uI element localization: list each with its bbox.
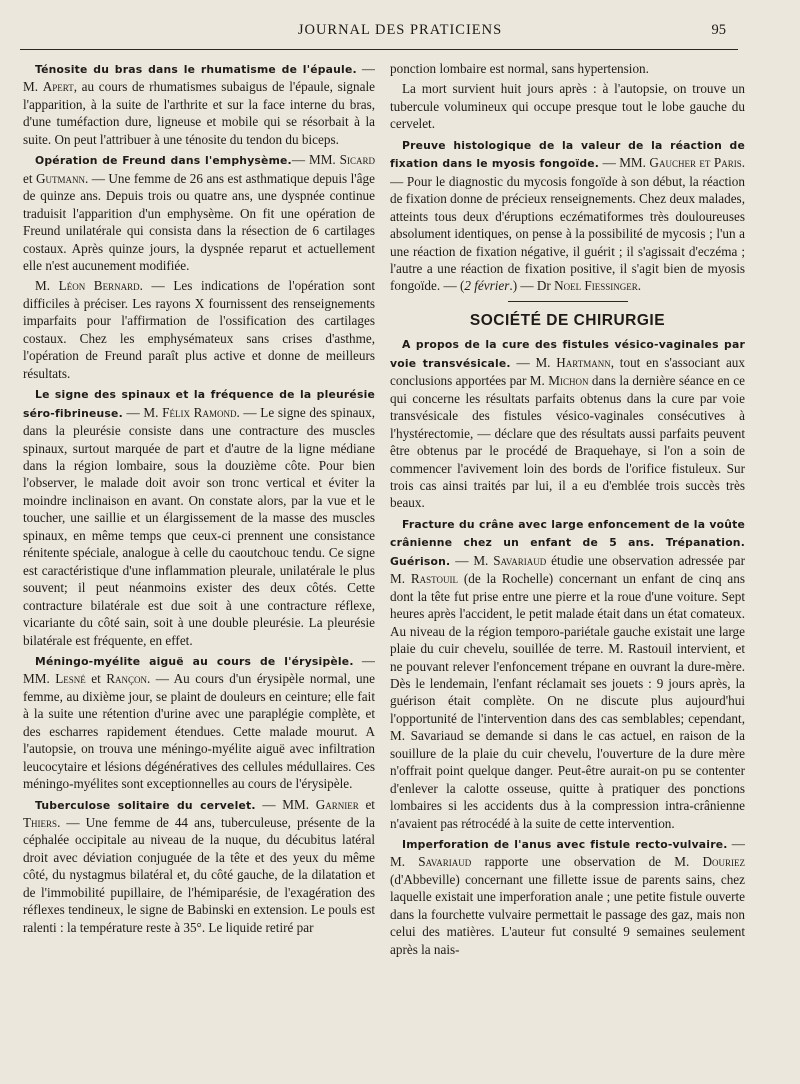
author-name: Léon Bernard [58, 278, 140, 294]
author-name: Rançon [106, 671, 147, 687]
article-meningo-myelite [23, 652, 375, 793]
running-head [0, 22, 800, 44]
article-title: Fracture du crâne avec large enfoncement de la voûte crânienne chez un enfant de 5 ans. Trépanation. Guérison. [390, 517, 745, 568]
section-heading: SOCIÉTÉ DE CHIRURGIE [469, 311, 666, 329]
conjunction: et [85, 671, 107, 687]
separator: — MM. [599, 155, 650, 171]
article-tenosite [23, 60, 375, 148]
author-name: Thiers [23, 815, 58, 831]
author-name: Garnier [315, 796, 359, 812]
article-body: , tout en s'associant aux conclusions apportées par M. [390, 354, 745, 389]
article-body: . — Les indications de l'opération sont difficiles à préciser. Les rayons X fournissent des renseignements imparfaits pour l'affirmation de l'ossification des cartilages costaux. Chez les emphysémateux sans crises d'asthme, l'opération de Freund paraît plus active et donne de meilleurs résultats. [23, 278, 375, 381]
continued-text: ponction lombaire est normal, sans hypertension. [390, 61, 649, 76]
author-name: Félix Ramond [162, 404, 237, 420]
separator: — MM. [291, 152, 340, 168]
author-name: Michon [548, 373, 589, 389]
article-body: étudie une observation adressée par M. [390, 552, 745, 587]
article-body: . — Au cours d'un érysipèle normal, une femme, au dixième jour, se plaint de douleurs en ceinture; elle fait à la suite une rétention d'urine avec une paraplégie complète, et des escharres rapidement étendues. Cette malade mourut. A l'autopsie, on trouva une méningo-myélite aiguë avec infiltration leucocytaire et lésions dégénératives des cellules médullaires. Ces méningo-myélites sont exceptionnelles au cours de l'érysipèle. [23, 671, 375, 792]
article-myosis [390, 136, 745, 295]
journal-title: JOURNAL DES PRATICIENS [297, 22, 503, 38]
continued-text: La mort survient huit jours après : à l'autopsie, on trouve un tubercule volumineux qui occupe presque tout le lobe gauche du cervelet. [390, 81, 745, 132]
header-rule [20, 49, 738, 50]
separator: — M. [450, 552, 494, 568]
article-title: Ténosite du bras dans le rhumatisme de l'épaule. [35, 63, 357, 76]
author-name: Savariaud [493, 552, 547, 568]
article-spinaux [23, 385, 375, 649]
end-punct: . [637, 278, 642, 294]
author-name: Hartmann [556, 354, 611, 370]
prefix: M. [35, 278, 59, 294]
signature: Noel Fiessinger [554, 278, 638, 294]
article-body: , au cours de rhumatismes subaigus de l'épaule, signale l'apparition, à la suite de l'arthrite et sur la face interne du bras, d'une tuméfaction dure, ligneuse et mobile qui se résorbait à la suite. On peut l'attribuer à une ténosite du tendon du biceps. [23, 79, 375, 147]
article-fistules [390, 335, 745, 512]
article-body: . — Le signe des spinaux, dans la pleurésie consiste dans une contracture des muscles spinaux, surtout marquée de part et d'autre de la ligne médiane dans la région lombaire, sous la douzième côte. Pour bien l'observer, le malade doit avoir son tronc vertical et éviter la moindre inclinaison en avant. On constate alors, par la vue et le toucher, une saillie et un élargissement de la masse des muscles spinaux, en même temps que ceux-ci prennent une consistance rénitente spéciale, analogue à celle du caoutchouc tendu. Ce signe est caractéristique d'une inflammation pleurale, unilatérale le plus souvent; il peut néanmoins exister des deux côtés. Cette contracture bilatérale est due soit à une contracture réflexe, vicariante du côté sain, soit à une double pleurésie. La pleurésie bilatérale est fréquente, en effet. [23, 404, 375, 648]
author-name: Lesné [55, 671, 86, 687]
article-body: dans la dernière séance en ce qui concerne les résultats parfaits obtenus dans la cure par voie transvésicale des fistules vésico-vaginales consécutives à l'hystérectomie, — déclare que des résultats aussi parfaits peuvent être obtenus par le procédé de Braquehaye, si l'on a soin de commencer l'avivement loin des bords de l'orifice fistuleux. Sur trois cas ainsi traités par lui, il a eu d'emblée trois succès très beaux. [390, 373, 745, 511]
article-title: Tuberculose solitaire du cervelet. [35, 798, 256, 812]
article-tuberculose [23, 796, 375, 937]
article-fracture-crane [390, 515, 745, 832]
article-body: (de la Rochelle) concernant un enfant de cinq ans dont la tête fut prise entre une pierre et la roue d'une voiture. Sept heures après l'accident, le petit malade était dans un état comateux. Au niveau de la région temporo-pariétale gauche existait une large plaie du cuir chevelu, souillée de terre. M. Rastouil intervient, et ne pouvant relever l'enfoncement trépane en ouvrant la dure-mère. Dès le lendemain, l'enfant réclamait ses jouets : 9 jours après, la guérison était complète. On ne discute plus aujourd'hui l'opportunité de l'intervention dans des cas semblables; cependant, M. Savariaud se demande si dans le cas actuel, en raison de la souillure de la plaie du cuir chevelu, l'ouverture de la dure mère n'offrait point quelque danger. Peut-être aurait-on pu se contenter d'enlever la calotte osseuse, quitte à pratiquer des ponctions lombaires si les accidents dus à la compression intra-crânienne n'avaient pas rétrocédé à la suite de cette intervention. [390, 571, 745, 831]
author-name: Gutmann [35, 170, 86, 186]
signature-prefix: .) — Dr [509, 278, 555, 294]
left-column [23, 60, 375, 1076]
article-imperforation [390, 835, 745, 958]
article-body: (d'Abbeville) concernant une fillette issue de parents sains, chez laquelle existait une imperforation anale ; une petite fistule ouverte dans la fourchette vulvaire permettait le passage des gaz, mais non celui des matières. L'auteur fut consulté 9 semaines seulement après la nais- [390, 871, 745, 957]
article-title: A propos de la cure des fistules vésico-vaginales par voie transvésicale. [390, 338, 745, 370]
right-column [390, 60, 745, 1076]
session-date: 2 février [464, 278, 510, 294]
separator: — MM. [255, 796, 316, 812]
article-title: Imperforation de l'anus avec fistule recto-vulvaire. [402, 838, 728, 852]
author-name: Apert [42, 79, 74, 95]
article-body: . — Une femme de 26 ans est asthmatique depuis l'âge de quinze ans. Depuis trois ou quatre ans, une dyspnée continue traduisit l'apparition d'un emphysème. On fit une opération de Freund unilatérale qui consista dans la résection de 6 cartilages costaux. Après quinze jours, la dyspnée reparut et actuellement elle n'est aucunement modifiée. [23, 170, 375, 273]
conjunction: et [23, 170, 36, 186]
section-rule [508, 301, 628, 302]
separator: — M. [23, 61, 375, 95]
page-number: 95 [711, 22, 726, 38]
author-name: Gaucher et Paris [649, 155, 742, 171]
separator: — M. [510, 354, 557, 370]
conjunction: et [358, 796, 375, 812]
article-title: Opération de Freund dans l'emphysème. [35, 154, 292, 168]
article-title: Preuve histologique de la valeur de la réaction de fixation dans le myosis fongoïde. [390, 138, 745, 171]
separator: — M. [122, 404, 163, 420]
author-name: Sicard [339, 152, 375, 168]
separator: — MM. [23, 652, 375, 687]
article-title: Méningo-myélite aiguë au cours de l'érysipèle. [35, 654, 354, 668]
article-body: . — Pour le diagnostic du mycosis fongoïde à son début, la réaction de fixation donne de précieux renseignements. Chez deux malades, atteints tous deux d'éruptions eczématiformes très douloureuses absolument identiques, on pense à la possibilité de mycosis ; l'un a une réaction de fixation négative, il guérit ; il s'agissait d'eczéma ; l'autre a une réaction de fixation positive, il s'agit bien de myosis fongoïde. — ( [390, 155, 745, 294]
article-title: Le signe des spinaux et la fréquence de la pleurésie séro-fibrineuse. [23, 388, 375, 420]
author-name: Savariaud [418, 854, 472, 870]
author-name: Rastouil [410, 571, 459, 587]
separator: — M. [390, 836, 745, 870]
article-body: . — Une femme de 44 ans, tuberculeuse, présente de la céphalée occipitale au niveau de la nuque, du décubitus latéral droit avec déviation conjuguée de la tête et des yeux du même côté, du nystagmus bilatéral et, du côté gauche, de la dilatation et de l'immobilité pupillaire, de l'hémiparésie, de l'exagération des réflexes tendineux, le signe de Babinski en extension. Le pouls est ralenti : la température reste à 35°. Le liquide retiré par [23, 815, 375, 935]
article-freund [23, 151, 375, 274]
article-freund-discussion [23, 277, 375, 382]
author-name: Douriez [702, 854, 745, 870]
article-body: rapporte une observation de M. [471, 854, 703, 870]
